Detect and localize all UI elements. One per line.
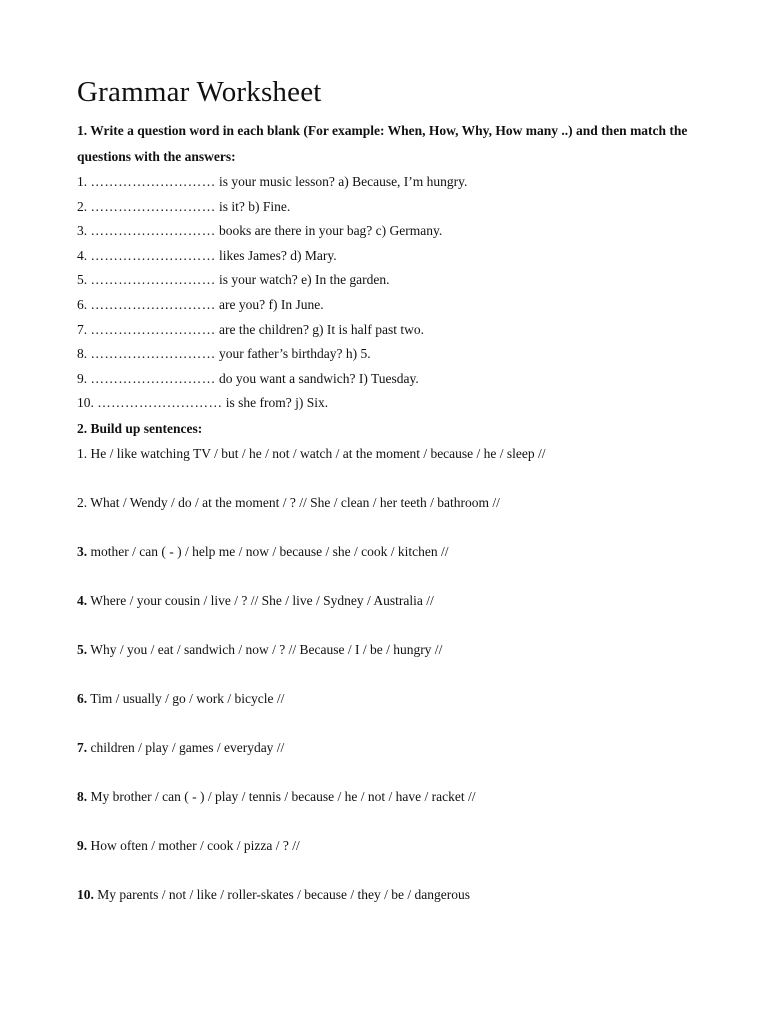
- item-number: 4.: [77, 592, 88, 608]
- item-number: 1.: [77, 445, 88, 461]
- item-text: are you? f) In June.: [218, 296, 324, 312]
- blank-line: ………………………: [90, 346, 216, 362]
- item-number: 1.: [77, 174, 88, 189]
- item-number: 9.: [77, 837, 88, 853]
- item-text: My parents / not / like / roller-skates / because / they / be / dangerous: [97, 886, 471, 902]
- item-number: 2.: [77, 494, 88, 510]
- blank-line: ………………………: [97, 395, 223, 411]
- page-title: Grammar Worksheet: [77, 76, 322, 108]
- item-text: How often / mother / cook / pizza / ? //: [90, 837, 300, 853]
- blank-line: ………………………: [90, 272, 216, 288]
- item-number: 5.: [77, 641, 88, 657]
- blank-line: ………………………: [90, 223, 216, 239]
- blank-line: ………………………: [90, 247, 216, 263]
- question-item: [77, 318, 727, 343]
- item-number: 6.: [77, 690, 88, 706]
- sentence-item: [77, 442, 727, 491]
- sentence-item: [77, 736, 727, 785]
- question-list: [77, 170, 727, 416]
- blank-line: ………………………: [90, 198, 216, 214]
- question-item: [77, 195, 727, 220]
- sentence-item: [77, 638, 727, 687]
- item-number: 2.: [77, 198, 88, 214]
- section1-heading: 1. Write a question word in each blank (For example: When, How, Why, How many ..) and then match the questions with the answers:: [77, 123, 688, 164]
- item-number: 5.: [77, 272, 88, 288]
- item-text: My brother / can ( - ) / play / tennis / because / he / not / have / racket //: [90, 788, 476, 804]
- item-text: Where / your cousin / live / ? // She / live / Sydney / Australia //: [90, 592, 434, 608]
- question-item: [77, 219, 727, 244]
- item-text: mother / can ( - ) / help me / now / because / she / cook / kitchen //: [90, 543, 449, 559]
- item-text: is she from? j) Six.: [225, 395, 329, 411]
- blank-line: ………………………: [90, 296, 216, 312]
- sentence-item: [77, 883, 727, 932]
- sentence-list: [77, 442, 727, 932]
- blank-line: ………………………: [90, 321, 216, 337]
- sentence-item: [77, 687, 727, 736]
- sentence-item: [77, 785, 727, 834]
- item-number: 10.: [77, 886, 94, 902]
- item-text: Why / you / eat / sandwich / now / ? // Because / I / be / hungry //: [90, 641, 443, 657]
- sentence-item: [77, 589, 727, 638]
- question-item: [77, 268, 727, 293]
- question-item: [77, 170, 727, 195]
- question-item: [77, 244, 727, 269]
- item-number: 8.: [77, 346, 88, 362]
- item-number: 9.: [77, 370, 88, 386]
- item-number: 3.: [77, 223, 88, 239]
- item-number: 3.: [77, 543, 88, 559]
- item-number: 6.: [77, 296, 88, 312]
- item-number: 7.: [77, 321, 88, 337]
- blank-line: ………………………: [90, 370, 216, 386]
- sentence-item: [77, 540, 727, 589]
- item-text: your father’s birthday? h) 5.: [218, 346, 371, 362]
- section2-heading: 2. Build up sentences:: [77, 420, 203, 436]
- item-text: He / like watching TV / but / he / not / watch / at the moment / because / he / sleep //: [90, 445, 546, 461]
- question-item: [77, 391, 727, 416]
- item-number: 4.: [77, 247, 88, 263]
- question-item: [77, 367, 727, 392]
- sentence-item: [77, 834, 727, 883]
- question-item: [77, 293, 727, 318]
- item-text: Tim / usually / go / work / bicycle //: [90, 690, 285, 706]
- item-text: likes James? d) Mary.: [218, 247, 337, 263]
- item-text: What / Wendy / do / at the moment / ? // She / clean / her teeth / bathroom //: [90, 494, 500, 510]
- item-text: is it? b) Fine.: [218, 198, 291, 214]
- item-text: books are there in your bag? c) Germany.: [218, 223, 443, 239]
- item-text: are the children? g) It is half past two.: [218, 321, 425, 337]
- item-number: 7.: [77, 739, 88, 755]
- worksheet-page: [77, 72, 727, 932]
- blank-line: ………………………: [90, 174, 216, 189]
- item-text: children / play / games / everyday //: [90, 739, 285, 755]
- item-number: 8.: [77, 788, 88, 804]
- item-text: is your watch? e) In the garden.: [218, 272, 390, 288]
- item-text: is your music lesson? a) Because, I’m hungry.: [218, 174, 468, 189]
- sentence-item: [77, 491, 727, 540]
- question-item: [77, 342, 727, 367]
- item-number: 10.: [77, 395, 94, 411]
- item-text: do you want a sandwich? I) Tuesday.: [218, 370, 419, 386]
